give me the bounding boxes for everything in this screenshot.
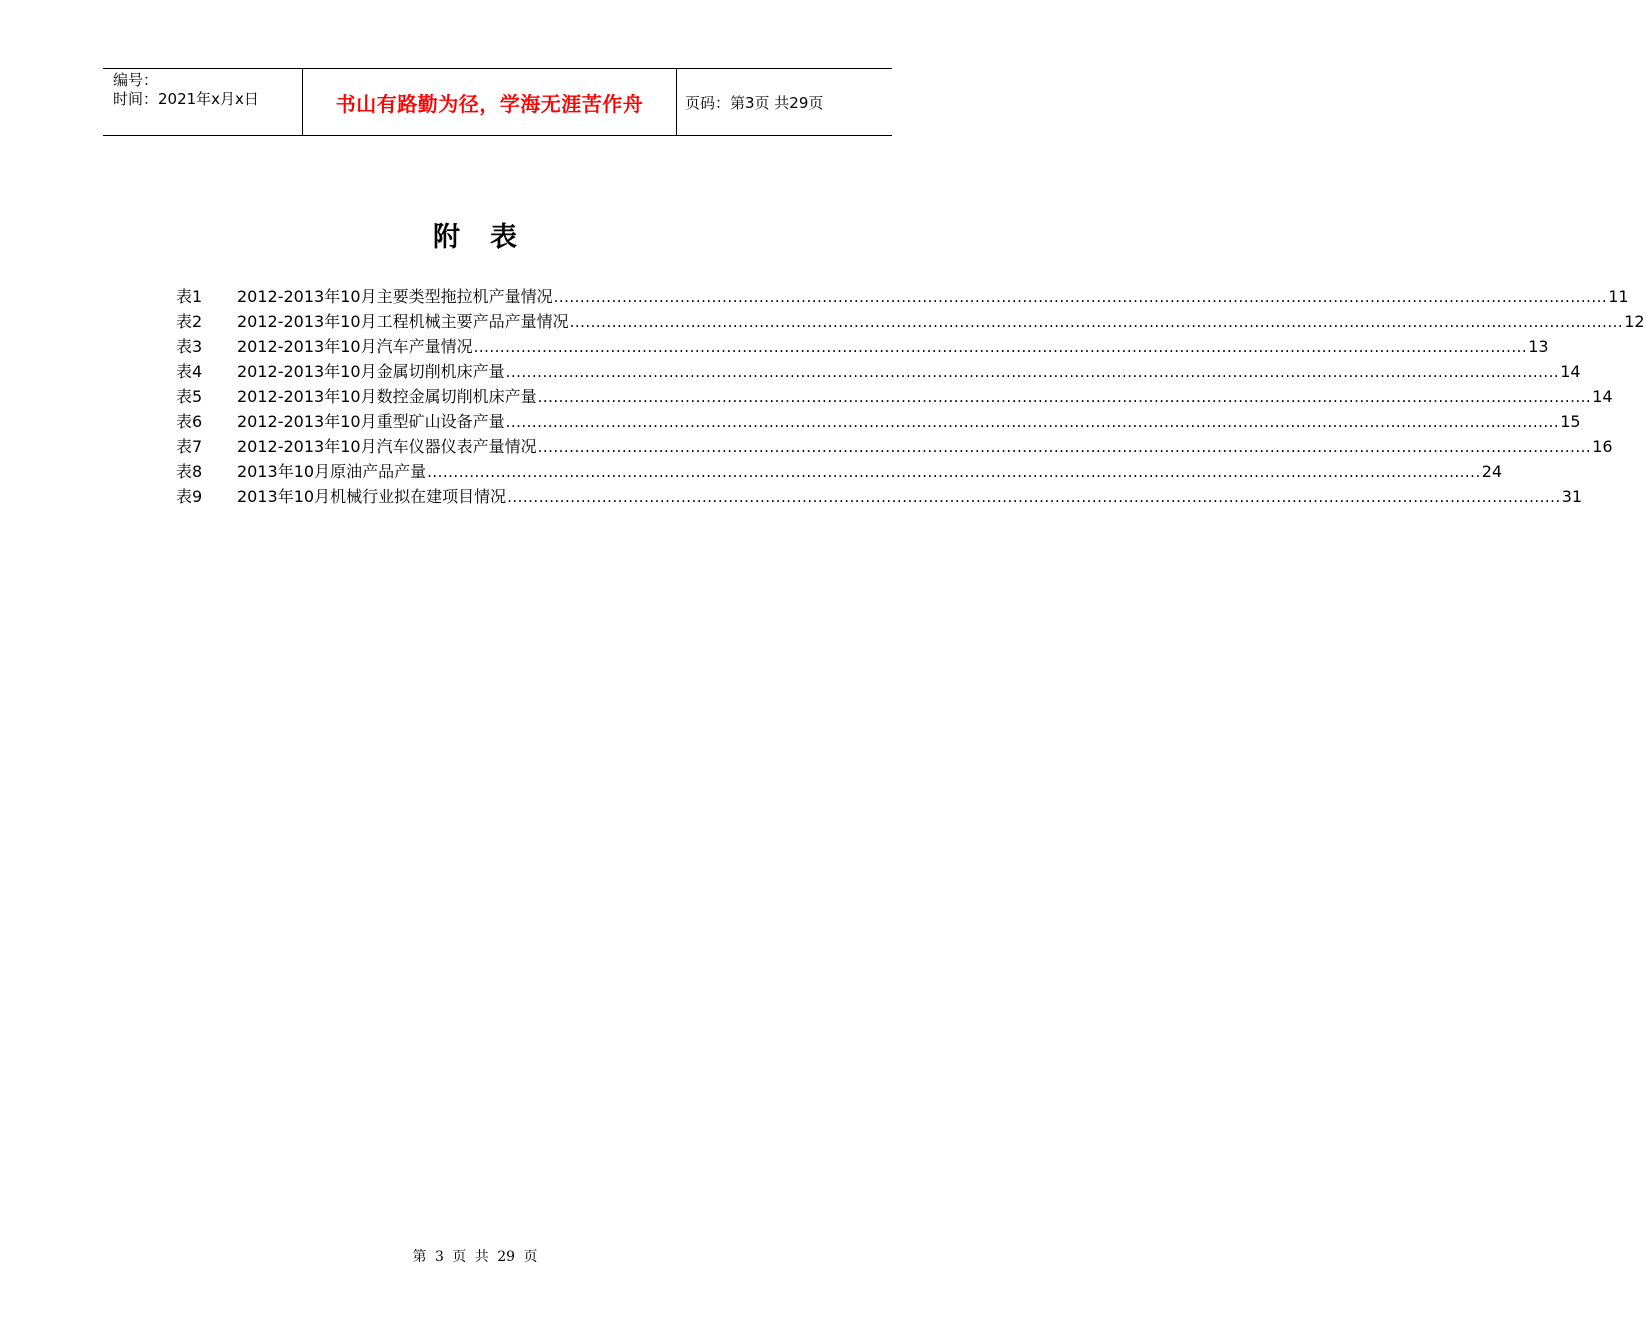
toc-title: 2012-2013年10月汽车产量情况 <box>237 337 473 356</box>
toc-title: 2012-2013年10月汽车仪器仪表产量情况 <box>237 437 537 456</box>
toc-leader-dots: ........................................................................................................................................................................................................ <box>507 488 1561 506</box>
toc-page-number: 16 <box>1592 437 1613 456</box>
toc-leader-dots: ........................................................................................................................................................................................................ <box>427 463 1481 481</box>
toc-page-number: 24 <box>1481 462 1503 481</box>
time-label: 时间：2021年x月x日 <box>113 90 259 108</box>
toc-row[interactable] <box>176 484 1583 509</box>
toc-number: 表4 <box>176 362 203 381</box>
toc-page-number: 15 <box>1560 412 1581 431</box>
toc-row[interactable] <box>176 284 1629 309</box>
header-motto: 书山有路勤为径，学海无涯苦作舟 <box>303 69 677 135</box>
page-header <box>103 68 892 136</box>
toc-leader-dots: ........................................................................................................................................................................................................ <box>537 438 1592 456</box>
toc-number: 表6 <box>176 412 203 431</box>
table-of-contents <box>176 284 1645 509</box>
toc-leader-dots: ........................................................................................................................................................................................................ <box>553 288 1608 306</box>
toc-number: 表9 <box>176 487 203 506</box>
toc-leader-dots: ........................................................................................................................................................................................................ <box>569 313 1624 331</box>
toc-page-number: 14 <box>1592 387 1613 406</box>
toc-page-number: 14 <box>1560 362 1581 381</box>
page-footer: 第 3 页 共 29 页 <box>412 1249 538 1265</box>
toc-row[interactable] <box>176 309 1645 334</box>
toc-title: 2012-2013年10月主要类型拖拉机产量情况 <box>237 287 553 306</box>
code-label: 编号： <box>113 71 159 89</box>
toc-number: 表5 <box>176 387 203 406</box>
toc-leader-dots: ........................................................................................................................................................................................................ <box>537 388 1592 406</box>
toc-title: 2013年10月机械行业拟在建项目情况 <box>237 487 507 506</box>
toc-row[interactable] <box>176 459 1503 484</box>
toc-page-number: 12 <box>1624 312 1645 331</box>
header-meta <box>103 69 303 135</box>
toc-row[interactable] <box>176 384 1613 409</box>
toc-title: 2012-2013年10月金属切削机床产量 <box>237 362 505 381</box>
toc-leader-dots: ........................................................................................................................................................................................................ <box>505 413 1560 431</box>
toc-number: 表7 <box>176 437 203 456</box>
toc-row[interactable] <box>176 409 1581 434</box>
toc-title: 2012-2013年10月工程机械主要产品产量情况 <box>237 312 569 331</box>
toc-row[interactable] <box>176 359 1581 384</box>
toc-title: 2013年10月原油产品产量 <box>237 462 427 481</box>
toc-page-number: 13 <box>1528 337 1549 356</box>
toc-title: 2012-2013年10月数控金属切削机床产量 <box>237 387 537 406</box>
toc-number: 表3 <box>176 337 203 356</box>
toc-page-number: 31 <box>1561 487 1583 506</box>
toc-number: 表2 <box>176 312 203 331</box>
toc-leader-dots: ........................................................................................................................................................................................................ <box>473 338 1528 356</box>
toc-title: 2012-2013年10月重型矿山设备产量 <box>237 412 505 431</box>
toc-number: 表8 <box>176 462 203 481</box>
toc-page-number: 11 <box>1608 287 1629 306</box>
page-title: 附表 <box>433 222 547 253</box>
toc-leader-dots: ........................................................................................................................................................................................................ <box>505 363 1560 381</box>
toc-row[interactable] <box>176 434 1613 459</box>
header-page-info: 页码：第3页 共29页 <box>685 93 824 112</box>
toc-number: 表1 <box>176 287 203 306</box>
toc-row[interactable] <box>176 334 1549 359</box>
